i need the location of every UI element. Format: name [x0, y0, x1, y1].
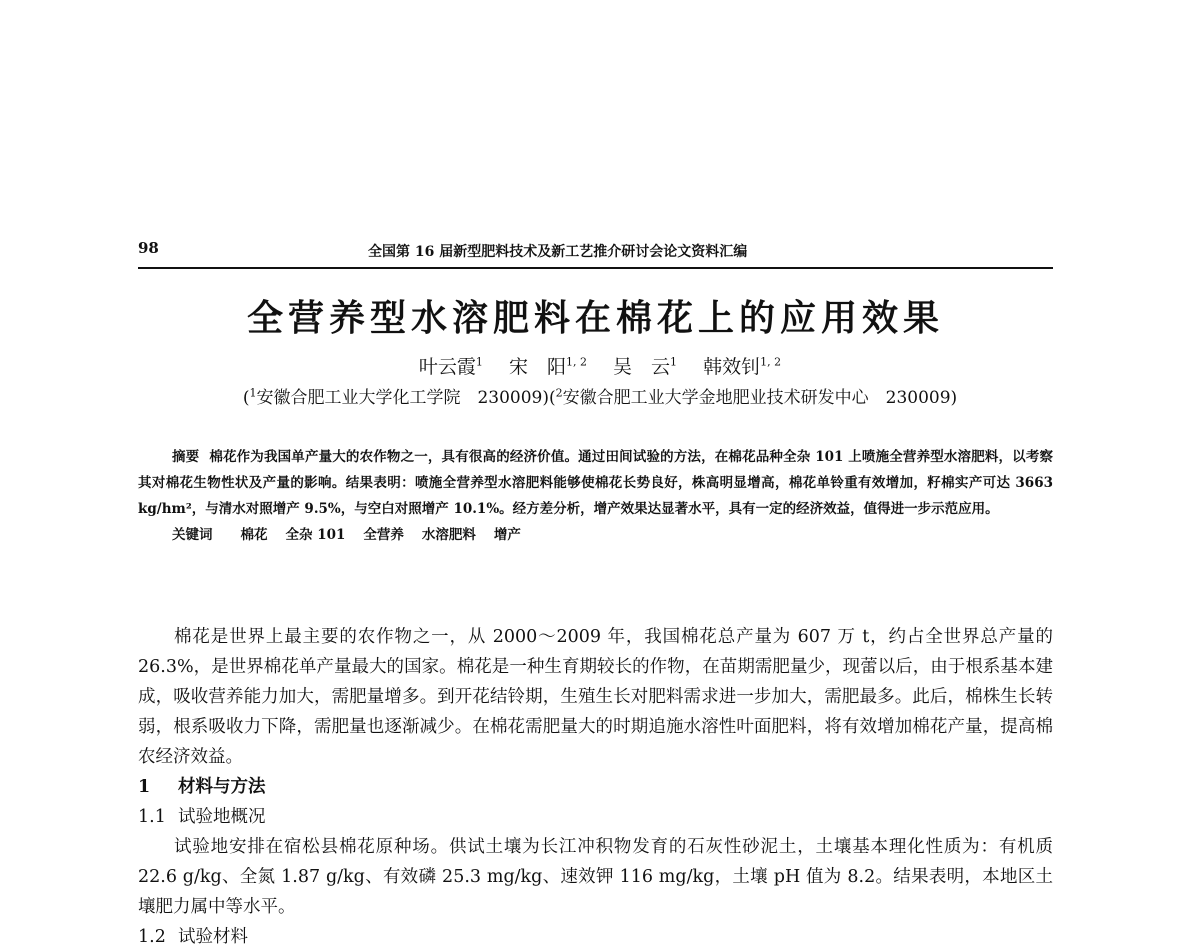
author: 叶云霞$^1$: [418, 355, 483, 378]
keyword: 全杂 101: [285, 527, 346, 543]
page-number: 98: [138, 239, 159, 257]
author-list: [0, 352, 1200, 379]
paper-title: 全营养型水溶肥料在棉花上的应用效果: [246, 297, 944, 339]
abstract-label: 摘要: [172, 449, 200, 465]
author: 宋 阳$^{1, 2}$: [508, 355, 587, 378]
body-text: [138, 622, 1053, 952]
affiliation-1: 安徽合肥工业大学化工学院 230009): [256, 388, 549, 408]
author: 韩效钊$^{1, 2}$: [703, 355, 782, 378]
running-header: 全国第 16 届新型肥料技术及新工艺推介研讨会论文资料汇编: [368, 244, 748, 260]
affiliation-2: 安徽合肥工业大学金地肥业技术研发中心 230009): [562, 388, 958, 408]
section-heading: 1 材料与方法: [138, 777, 266, 797]
author: 吴 云$^1$: [613, 355, 678, 378]
keyword: 全营养: [363, 527, 404, 543]
keywords-label: 关键词: [172, 527, 213, 543]
keyword: 增产: [493, 527, 521, 543]
keyword: 水溶肥料: [421, 527, 476, 543]
abstract: [138, 444, 1053, 548]
keyword: 棉花: [240, 527, 268, 543]
header-rule: [138, 267, 1053, 269]
subsection-heading: 1.1 试验地概况: [138, 807, 266, 827]
abstract-text: 棉花作为我国单产量大的农作物之一，具有很高的经济价值。通过田间试验的方法，在棉花品种全杂 101 上喷施全营养型水溶肥料，以考察其对棉花生物性状及产量的影响。结果表明：喷施全营养型水溶肥料能够使棉花长势良好，株高明显增高，棉花单铃重有效增加，籽棉实产可达 3663 kg/hm²，与清水对照增产 9.5%，与空白对照增产 10.1%。经方差分析，增产效果达显著水平，具有一定的经济效益，值得进一步示范应用。: [138, 449, 1054, 517]
keywords: [138, 522, 1053, 548]
section-paragraph: 试验地安排在宿松县棉花原种场。供试土壤为长江冲积物发育的石灰性砂泥土，土壤基本理化性质为：有机质 22.6 g/kg、全氮 1.87 g/kg、有效磷 25.3 mg/kg、速效钾 116 mg/kg，土壤 pH 值为 8.2。结果表明，本地区土壤肥力属中等水平。: [138, 837, 1053, 917]
intro-paragraph: 棉花是世界上最主要的农作物之一，从 2000～2009 年，我国棉花总产量为 607 万 t，约占全世界总产量的 26.3%，是世界棉花单产量最大的国家。棉花是一种生育期较长的作物，在苗期需肥量少，现蕾以后，由于根系基本建成，吸收营养能力加大，需肥量增多。到开花结铃期，生殖生长对肥料需求进一步加大，需肥最多。此后，棉株生长转弱，根系吸收力下降，需肥量也逐渐减少。在棉花需肥量大的时期追施水溶性叶面肥料，将有效增加棉花产量，提高棉农经济效益。: [138, 627, 1053, 767]
subsection-heading: 1.2 试验材料: [138, 927, 248, 947]
affiliations: ($^1$安徽合肥工业大学化工学院 230009)($^2$安徽合肥工业大学金地肥业技术研发中心 230009): [242, 386, 958, 408]
